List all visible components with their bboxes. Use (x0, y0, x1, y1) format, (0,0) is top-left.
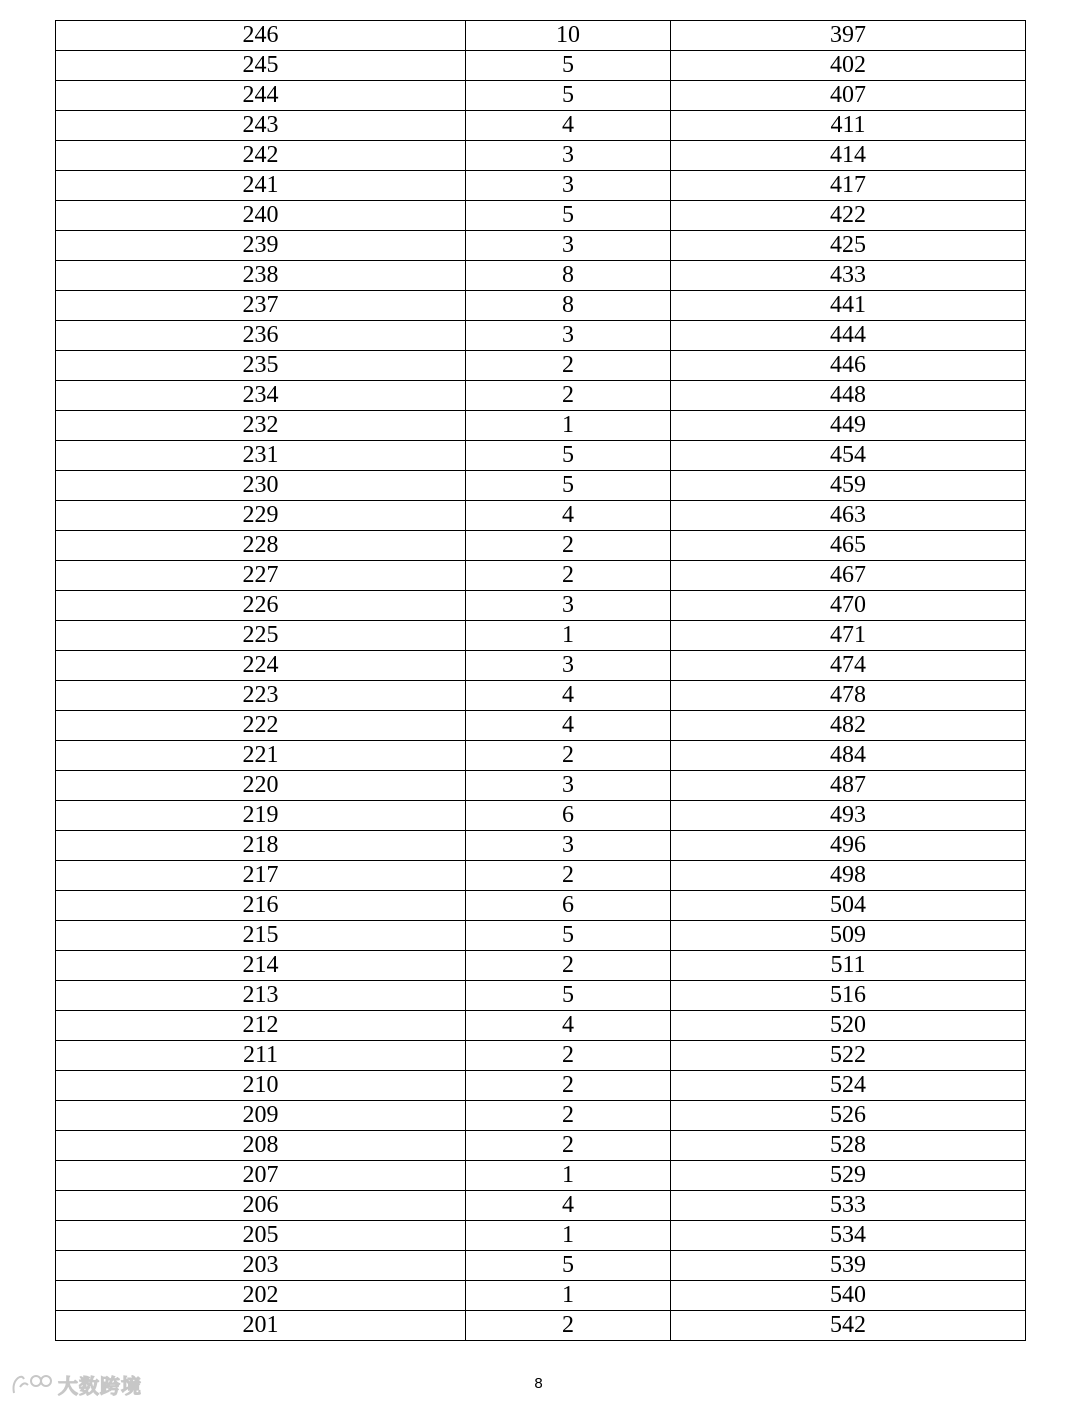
cumulative-cell: 465 (671, 531, 1026, 561)
score-cell: 225 (56, 621, 466, 651)
count-cell: 8 (466, 261, 671, 291)
cumulative-cell: 509 (671, 921, 1026, 951)
score-cell: 203 (56, 1251, 466, 1281)
count-cell: 2 (466, 351, 671, 381)
score-cell: 211 (56, 1041, 466, 1071)
cumulative-cell: 533 (671, 1191, 1026, 1221)
table-row (56, 21, 1026, 51)
score-cell: 236 (56, 321, 466, 351)
cumulative-cell: 402 (671, 51, 1026, 81)
cumulative-cell: 484 (671, 741, 1026, 771)
score-cell: 221 (56, 741, 466, 771)
count-cell: 2 (466, 861, 671, 891)
table-row (56, 441, 1026, 471)
count-cell: 3 (466, 651, 671, 681)
cumulative-cell: 454 (671, 441, 1026, 471)
table-row (56, 1101, 1026, 1131)
score-cell: 220 (56, 771, 466, 801)
table-row (56, 861, 1026, 891)
cumulative-cell: 504 (671, 891, 1026, 921)
count-cell: 4 (466, 681, 671, 711)
cumulative-cell: 441 (671, 291, 1026, 321)
cumulative-cell: 516 (671, 981, 1026, 1011)
count-cell: 5 (466, 201, 671, 231)
score-cell: 213 (56, 981, 466, 1011)
table-row (56, 1281, 1026, 1311)
score-cell: 222 (56, 711, 466, 741)
table-row (56, 51, 1026, 81)
count-cell: 4 (466, 711, 671, 741)
score-cell: 232 (56, 411, 466, 441)
table-row (56, 531, 1026, 561)
score-cell: 229 (56, 501, 466, 531)
count-cell: 2 (466, 1131, 671, 1161)
cumulative-cell: 467 (671, 561, 1026, 591)
score-cell: 223 (56, 681, 466, 711)
cumulative-cell: 496 (671, 831, 1026, 861)
score-cell: 238 (56, 261, 466, 291)
table-row (56, 981, 1026, 1011)
cumulative-cell: 540 (671, 1281, 1026, 1311)
table-row (56, 771, 1026, 801)
score-cell: 201 (56, 1311, 466, 1341)
cumulative-cell: 463 (671, 501, 1026, 531)
score-cell: 210 (56, 1071, 466, 1101)
count-cell: 5 (466, 441, 671, 471)
page-number: 8 (534, 1375, 543, 1392)
table-row (56, 561, 1026, 591)
cumulative-cell: 422 (671, 201, 1026, 231)
count-cell: 4 (466, 1191, 671, 1221)
count-cell: 3 (466, 141, 671, 171)
table-row (56, 651, 1026, 681)
table-row (56, 321, 1026, 351)
cumulative-cell: 448 (671, 381, 1026, 411)
score-cell: 245 (56, 51, 466, 81)
cumulative-cell: 539 (671, 1251, 1026, 1281)
score-cell: 218 (56, 831, 466, 861)
count-cell: 3 (466, 591, 671, 621)
cumulative-cell: 498 (671, 861, 1026, 891)
cumulative-cell: 470 (671, 591, 1026, 621)
table-row (56, 1161, 1026, 1191)
cumulative-cell: 417 (671, 171, 1026, 201)
cumulative-cell: 459 (671, 471, 1026, 501)
cumulative-cell: 542 (671, 1311, 1026, 1341)
score-cell: 202 (56, 1281, 466, 1311)
count-cell: 8 (466, 291, 671, 321)
count-cell: 2 (466, 951, 671, 981)
score-cell: 241 (56, 171, 466, 201)
count-cell: 2 (466, 531, 671, 561)
table-row (56, 411, 1026, 441)
count-cell: 1 (466, 411, 671, 441)
score-cell: 224 (56, 651, 466, 681)
table-row (56, 111, 1026, 141)
score-cell: 209 (56, 1101, 466, 1131)
table-row (56, 1071, 1026, 1101)
count-cell: 3 (466, 321, 671, 351)
table-row (56, 831, 1026, 861)
score-cell: 219 (56, 801, 466, 831)
count-cell: 5 (466, 921, 671, 951)
score-table (55, 20, 1026, 1341)
count-cell: 2 (466, 1041, 671, 1071)
count-cell: 6 (466, 891, 671, 921)
table-row (56, 1011, 1026, 1041)
score-cell: 226 (56, 591, 466, 621)
table-row (56, 201, 1026, 231)
table-row (56, 711, 1026, 741)
score-cell: 243 (56, 111, 466, 141)
cumulative-cell: 474 (671, 651, 1026, 681)
cumulative-cell: 407 (671, 81, 1026, 111)
table-row (56, 891, 1026, 921)
score-cell: 214 (56, 951, 466, 981)
table-body (56, 21, 1026, 1341)
cumulative-cell: 522 (671, 1041, 1026, 1071)
score-cell: 231 (56, 441, 466, 471)
count-cell: 2 (466, 1311, 671, 1341)
score-cell: 206 (56, 1191, 466, 1221)
table-row (56, 1131, 1026, 1161)
count-cell: 1 (466, 621, 671, 651)
table-row (56, 381, 1026, 411)
cumulative-cell: 511 (671, 951, 1026, 981)
cumulative-cell: 425 (671, 231, 1026, 261)
cumulative-cell: 493 (671, 801, 1026, 831)
table-row (56, 951, 1026, 981)
table-row (56, 351, 1026, 381)
table-row (56, 1251, 1026, 1281)
table-row (56, 231, 1026, 261)
count-cell: 2 (466, 381, 671, 411)
score-cell: 244 (56, 81, 466, 111)
count-cell: 1 (466, 1161, 671, 1191)
count-cell: 4 (466, 1011, 671, 1041)
cumulative-cell: 526 (671, 1101, 1026, 1131)
score-cell: 205 (56, 1221, 466, 1251)
count-cell: 4 (466, 501, 671, 531)
score-cell: 246 (56, 21, 466, 51)
table-row (56, 291, 1026, 321)
table-row (56, 1191, 1026, 1221)
table-row (56, 741, 1026, 771)
count-cell: 10 (466, 21, 671, 51)
table-row (56, 1221, 1026, 1251)
count-cell: 5 (466, 51, 671, 81)
count-cell: 3 (466, 171, 671, 201)
table-row (56, 921, 1026, 951)
table-row (56, 681, 1026, 711)
table-row (56, 471, 1026, 501)
cumulative-cell: 433 (671, 261, 1026, 291)
cumulative-cell: 414 (671, 141, 1026, 171)
count-cell: 2 (466, 1071, 671, 1101)
count-cell: 4 (466, 111, 671, 141)
table-row (56, 141, 1026, 171)
count-cell: 3 (466, 231, 671, 261)
count-cell: 3 (466, 771, 671, 801)
cumulative-cell: 529 (671, 1161, 1026, 1191)
cumulative-cell: 471 (671, 621, 1026, 651)
count-cell: 6 (466, 801, 671, 831)
score-cell: 239 (56, 231, 466, 261)
count-cell: 5 (466, 981, 671, 1011)
cumulative-cell: 397 (671, 21, 1026, 51)
score-cell: 234 (56, 381, 466, 411)
count-cell: 5 (466, 471, 671, 501)
table-row (56, 501, 1026, 531)
cumulative-cell: 449 (671, 411, 1026, 441)
cumulative-cell: 524 (671, 1071, 1026, 1101)
count-cell: 5 (466, 1251, 671, 1281)
table-row (56, 1311, 1026, 1341)
score-cell: 215 (56, 921, 466, 951)
table-row (56, 621, 1026, 651)
score-cell: 237 (56, 291, 466, 321)
score-cell: 207 (56, 1161, 466, 1191)
table-row (56, 1041, 1026, 1071)
table-row (56, 801, 1026, 831)
count-cell: 2 (466, 1101, 671, 1131)
cumulative-cell: 520 (671, 1011, 1026, 1041)
count-cell: 5 (466, 81, 671, 111)
score-cell: 208 (56, 1131, 466, 1161)
score-cell: 228 (56, 531, 466, 561)
score-cell: 242 (56, 141, 466, 171)
cumulative-cell: 444 (671, 321, 1026, 351)
table-row (56, 261, 1026, 291)
table-row (56, 81, 1026, 111)
table-row (56, 171, 1026, 201)
cumulative-cell: 482 (671, 711, 1026, 741)
score-cell: 227 (56, 561, 466, 591)
cumulative-cell: 478 (671, 681, 1026, 711)
cumulative-cell: 534 (671, 1221, 1026, 1251)
cumulative-cell: 446 (671, 351, 1026, 381)
cumulative-cell: 487 (671, 771, 1026, 801)
cumulative-cell: 528 (671, 1131, 1026, 1161)
watermark-text: 大数跨境 (58, 1374, 142, 1398)
score-cell: 212 (56, 1011, 466, 1041)
count-cell: 1 (466, 1221, 671, 1251)
table-row (56, 591, 1026, 621)
score-cell: 230 (56, 471, 466, 501)
count-cell: 3 (466, 831, 671, 861)
score-cell: 240 (56, 201, 466, 231)
count-cell: 1 (466, 1281, 671, 1311)
score-cell: 216 (56, 891, 466, 921)
score-cell: 235 (56, 351, 466, 381)
count-cell: 2 (466, 561, 671, 591)
score-cell: 217 (56, 861, 466, 891)
count-cell: 2 (466, 741, 671, 771)
cumulative-cell: 411 (671, 111, 1026, 141)
